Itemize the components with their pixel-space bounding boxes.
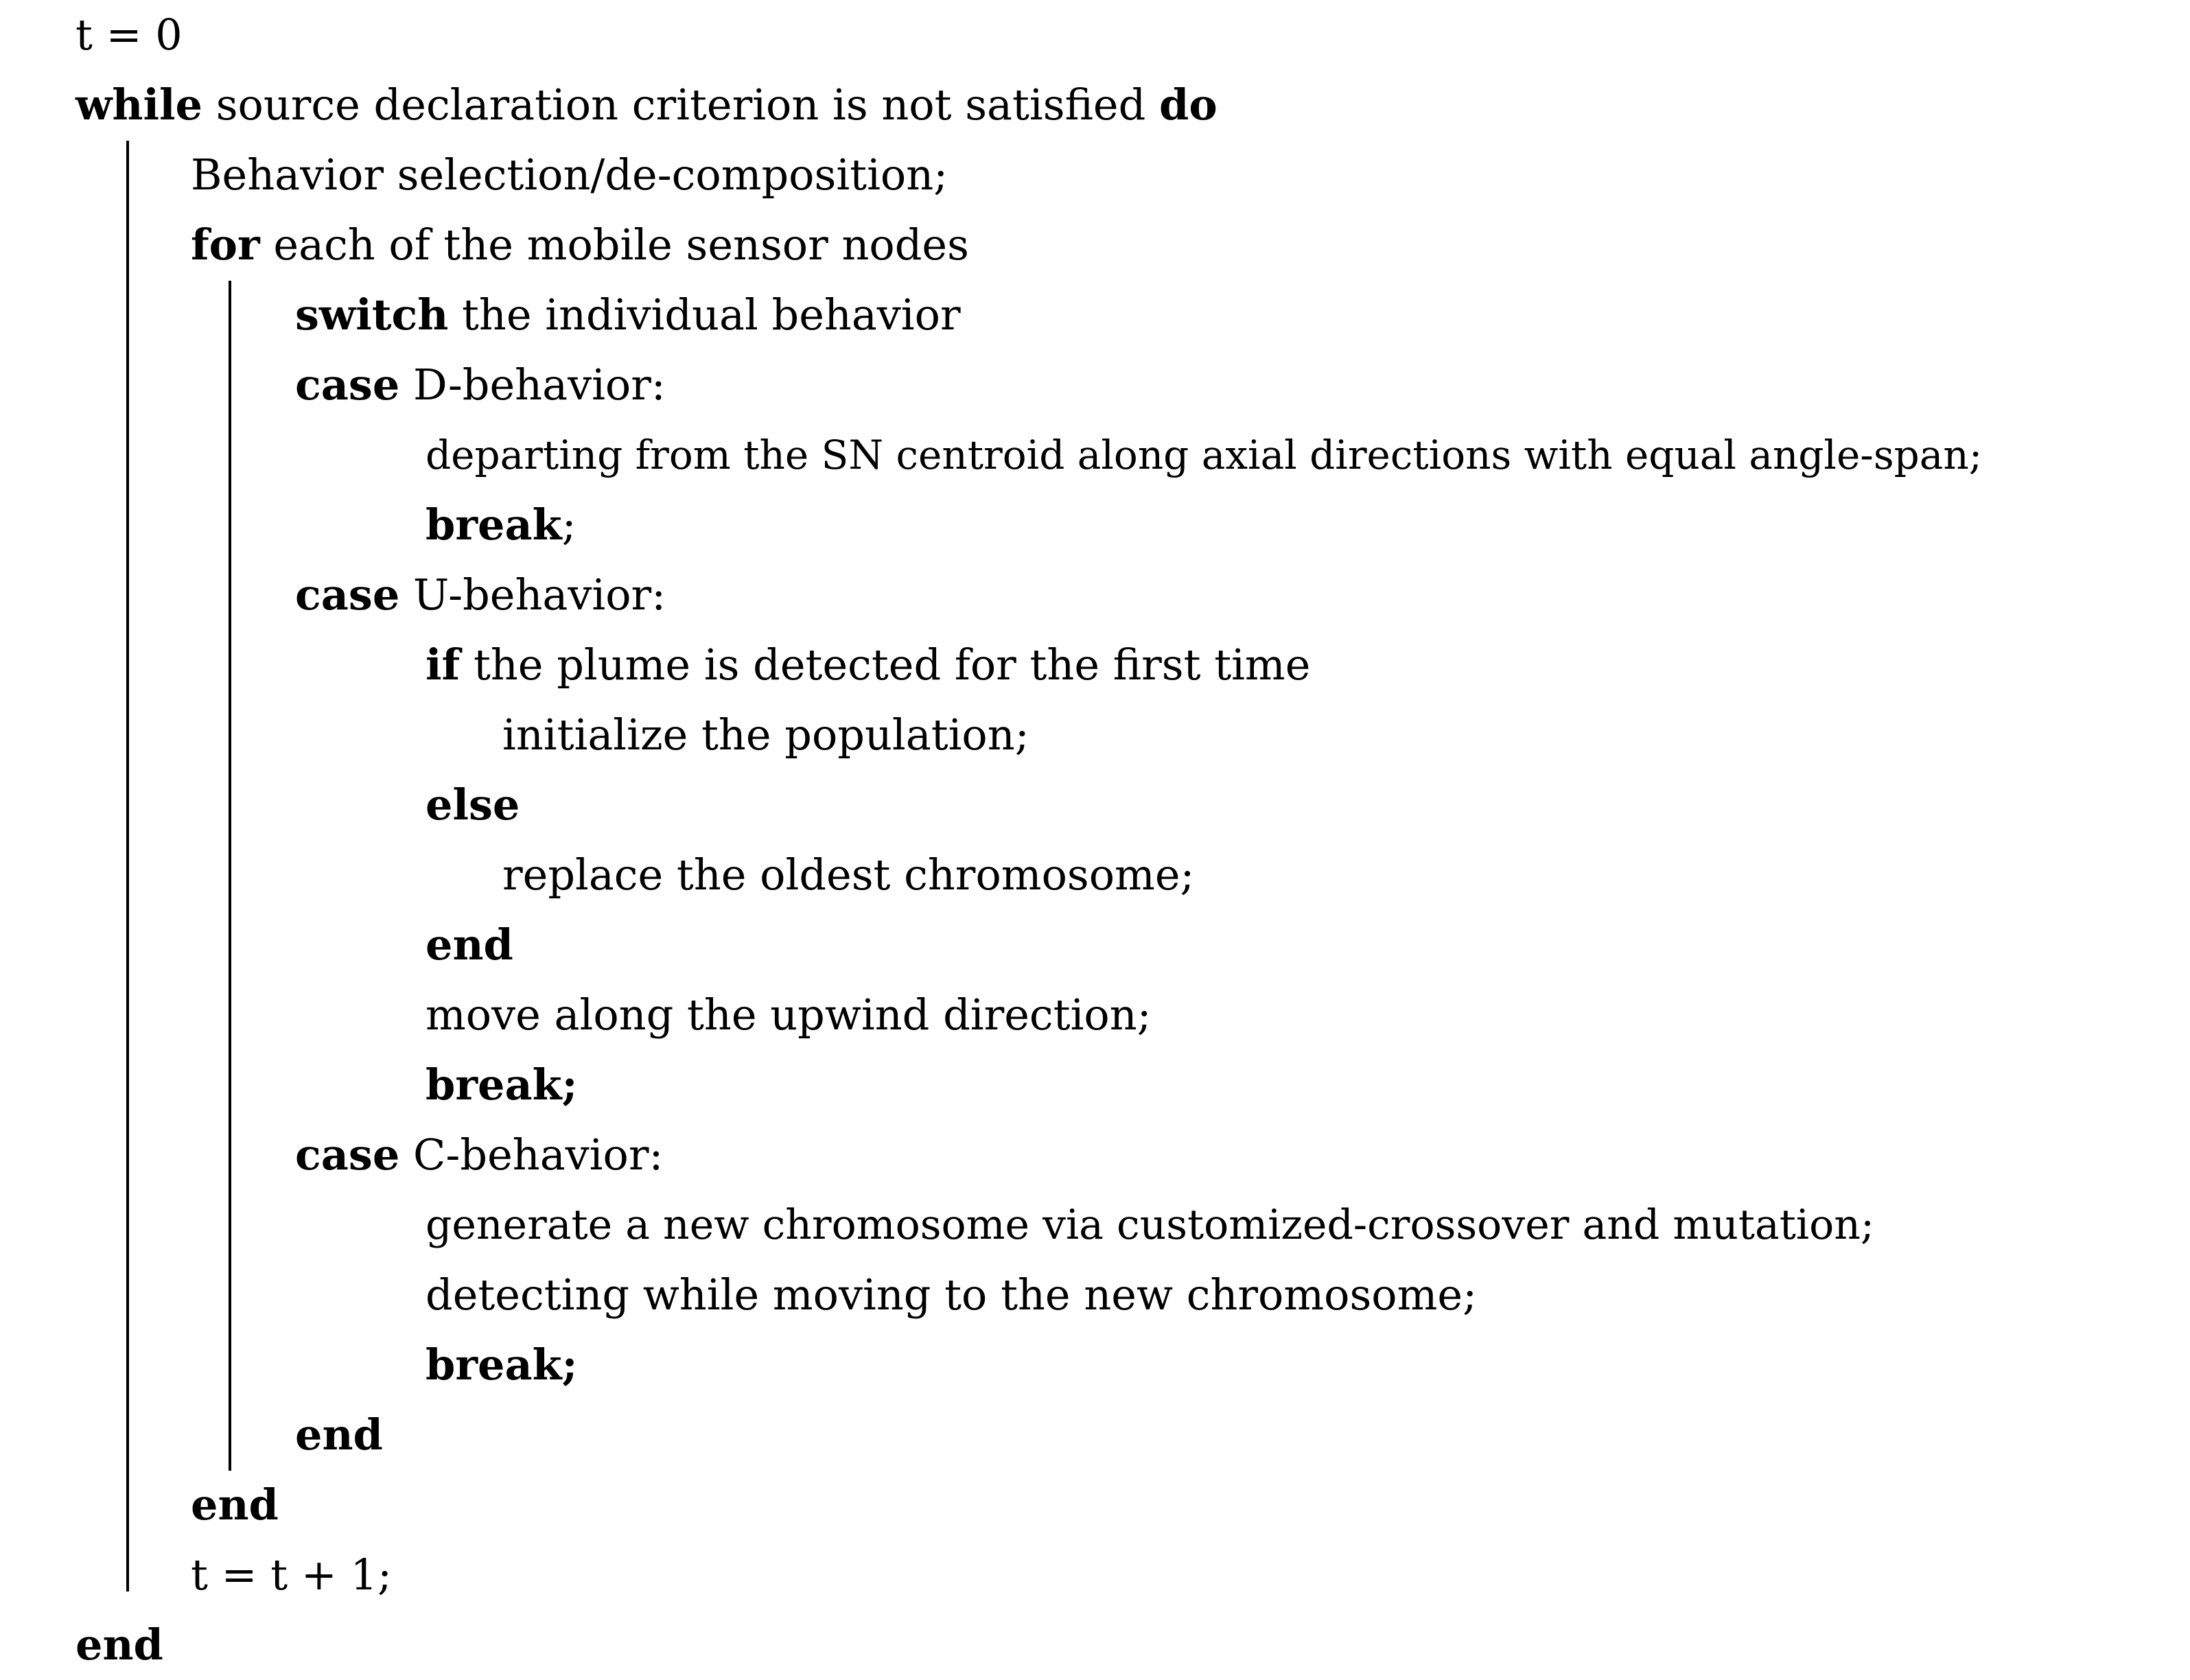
statement-text: t = t + 1;: [191, 1550, 392, 1600]
keyword-break: break;: [426, 1060, 578, 1110]
keyword-do: do: [1159, 80, 1218, 130]
statement-text: each of the mobile sensor nodes: [259, 220, 969, 270]
keyword-switch: switch: [295, 290, 449, 340]
statement-text: the plume is detected for the first time: [460, 640, 1311, 690]
for-scope-bar: [229, 281, 231, 1471]
keyword-end: end: [191, 1480, 279, 1530]
keyword-break: break: [426, 500, 562, 550]
statement-text: Behavior selection/de-composition;: [191, 150, 948, 200]
statement-text: generate a new chromosome via customized-crossover and mutation;: [426, 1201, 1875, 1249]
keyword-end: end: [75, 1620, 163, 1670]
keyword-end: end: [426, 920, 513, 970]
keyword-if: if: [426, 640, 461, 690]
statement-text: t = 0: [75, 10, 183, 60]
statement-text: the individual behavior: [448, 290, 961, 340]
keyword-end: end: [295, 1410, 383, 1460]
statement-text: U-behavior:: [399, 570, 666, 620]
keyword-while: while: [75, 80, 203, 130]
statement-text: detecting while moving to the new chromosome;: [426, 1270, 1477, 1320]
statement-text: move along the upwind direction;: [426, 990, 1152, 1040]
statement-text: D-behavior:: [399, 360, 666, 410]
statement-text: departing from the SN centroid along axial directions with equal angle-span;: [426, 432, 1983, 478]
keyword-for: for: [191, 220, 260, 270]
keyword-break: break;: [426, 1340, 578, 1390]
statement-text: initialize the population;: [502, 710, 1029, 760]
statement-text: source declaration criterion is not satisfied: [202, 80, 1160, 130]
while-scope-bar: [126, 141, 129, 1591]
keyword-case: case: [295, 360, 400, 410]
keyword-case: case: [295, 1130, 400, 1180]
statement-text: replace the oldest chromosome;: [502, 850, 1195, 900]
keyword-else: else: [426, 780, 520, 830]
keyword-case: case: [295, 570, 400, 620]
statement-text: ;: [561, 500, 576, 550]
statement-text: C-behavior:: [399, 1130, 664, 1180]
